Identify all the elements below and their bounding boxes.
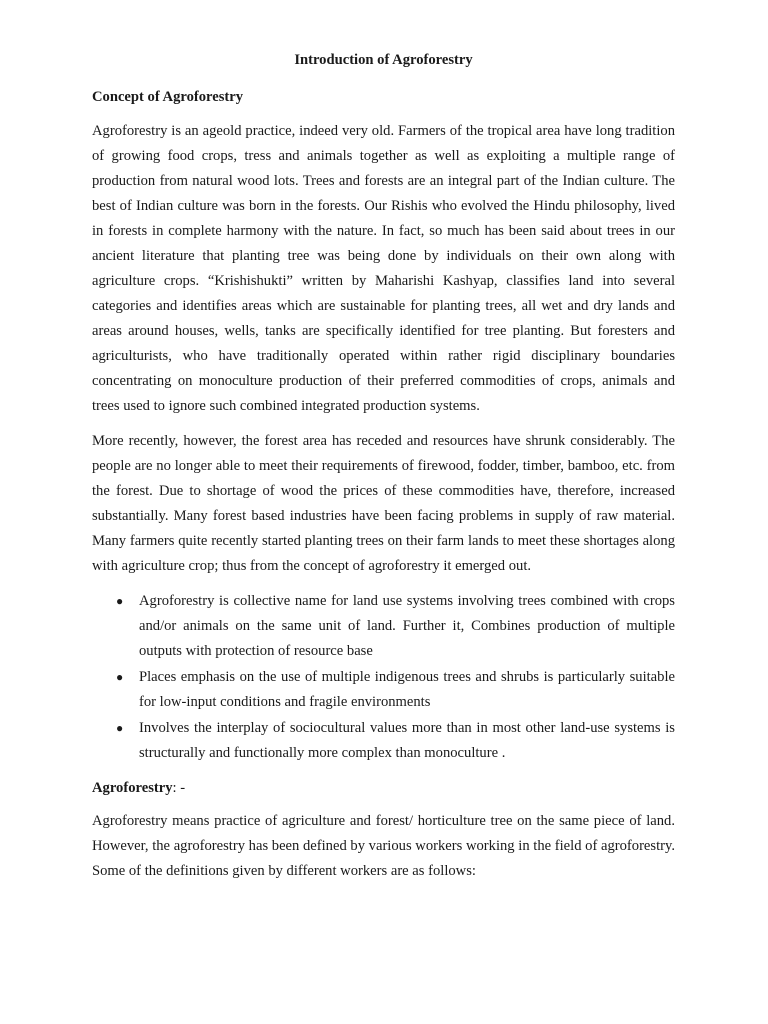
subheading-agroforestry [92,776,675,800]
paragraph-recent: More recently, however, the forest area has receded and resources have shrunk considerably. The people are no longer able to meet their requirements of firewood, fodder, timber, bamboo, etc. from the forest. Due to shortage of wood the prices of these commodities have, therefore, increased substantially. Many forest based industries have been facing problems in supply of raw material. Many farmers quite recently started planting trees on their farm lands to meet these shortages along with agriculture crop; thus from the concept of agroforestry it emerged out. [92,433,675,574]
section-heading-concept: Concept of Agroforestry [92,89,244,105]
bullet-item-collective-name [92,589,675,664]
paragraph-definition: Agroforestry means practice of agriculture and forest/ horticulture tree on the same piece of land. However, the agroforestry has been defined by various workers working in the field of agroforestry. Some of the definitions given by different workers are as follows: [92,813,675,879]
bullet-icon: ● [116,721,124,735]
bullet-text: Agroforestry is collective name for land use systems involving trees combined with crops and/or animals on the same unit of land. Further it, Combines production of multiple outputs with protection of resource base [139,593,675,659]
document-title: Introduction of Agroforestry [294,52,473,68]
document-page [92,48,675,894]
bullet-item-sociocultural [92,716,675,766]
bullet-text: Places emphasis on the use of multiple indigenous trees and shrubs is particularly suitable for low-input conditions and fragile environments [139,669,675,710]
bullet-icon: ● [116,594,124,608]
bullet-list [92,589,675,766]
bullet-item-indigenous-trees [92,665,675,715]
subheading-suffix: : - [172,780,186,796]
bullet-icon: ● [116,670,124,684]
bullet-text: Involves the interplay of sociocultural values more than in most other land-use systems is structurally and functionally more complex than monoculture . [139,720,675,761]
subheading-bold-text: Agroforestry [92,780,173,796]
paragraph-history: Agroforestry is an ageold practice, indeed very old. Farmers of the tropical area have long tradition of growing food crops, tress and animals together as well as exploiting a multiple range of production from natural wood lots. Trees and forests are an integral part of the Indian culture. The best of Indian culture was born in the forests. Our Rishis who evolved the Hindu philosophy, lived in forests in complete harmony with the nature. In fact, so much has been said about trees in our ancient literature that planting tree was being done by individuals on their own along with agriculture crops. “Krishishukti” written by Maharishi Kashyap, classifies land into several categories and identifies areas which are sustainable for planting trees, all wet and dry lands and areas around houses, wells, tanks are specifically identified for tree planting. But foresters and agriculturists, who have traditionally operated within rather rigid disciplinary boundaries concentrating on monoculture production of their preferred commodities of crops, animals and trees used to ignore such combined integrated production systems. [92,123,675,414]
